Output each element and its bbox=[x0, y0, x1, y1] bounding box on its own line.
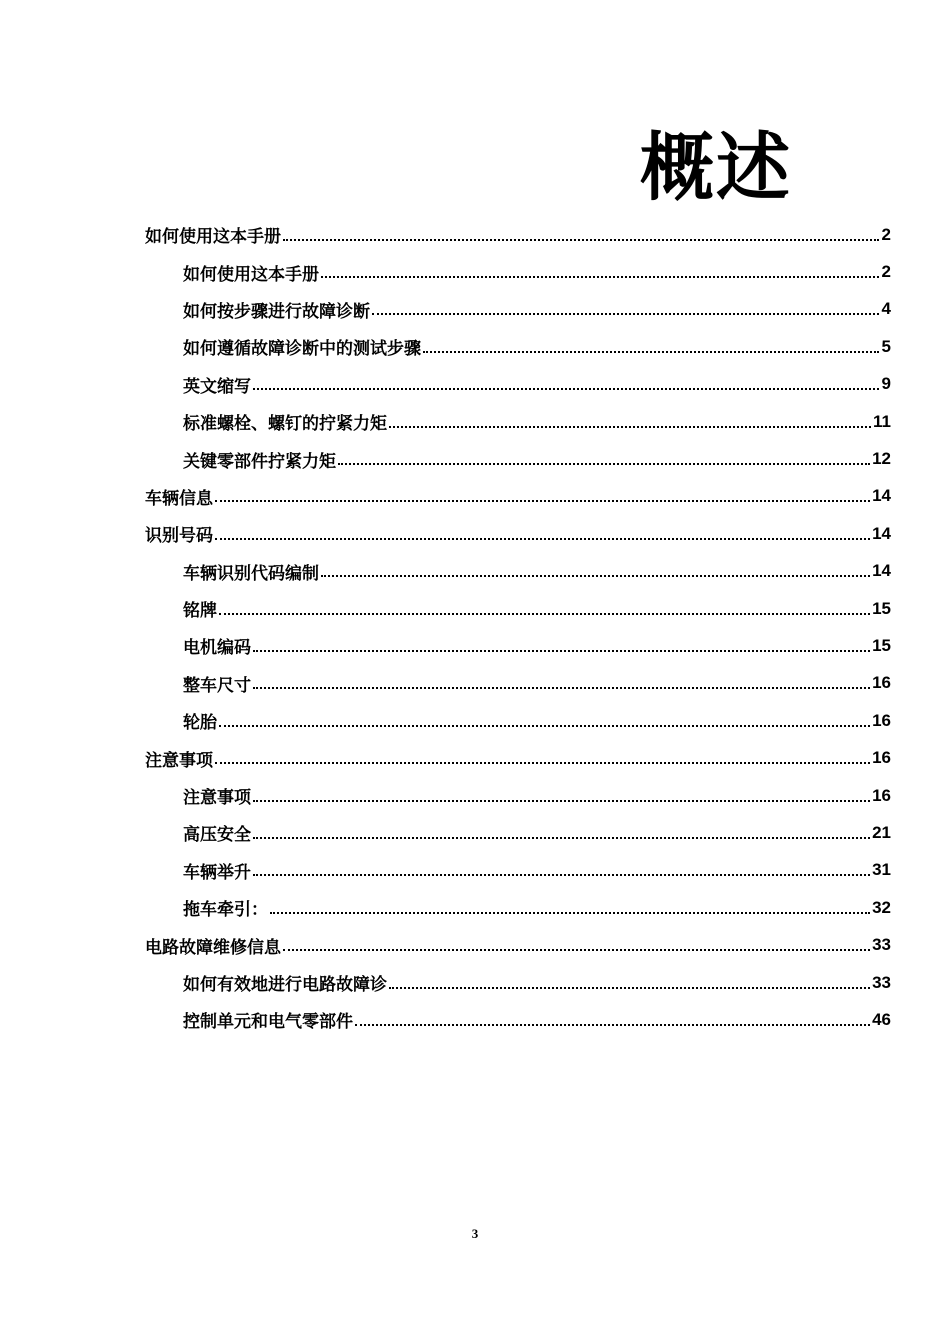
toc-entry-label: 注意事项 bbox=[183, 788, 251, 809]
toc-leader-dots bbox=[215, 762, 870, 764]
toc-leader-dots bbox=[253, 800, 870, 802]
toc-entry-label: 如何使用这本手册 bbox=[183, 264, 319, 285]
toc-entry-label: 识别号码 bbox=[145, 526, 213, 547]
toc-entry-label: 电路故障维修信息 bbox=[145, 937, 281, 958]
table-of-contents bbox=[145, 216, 891, 1039]
toc-entry-page: 12 bbox=[872, 449, 891, 469]
toc-entry-label: 车辆信息 bbox=[145, 488, 213, 509]
toc-subentry[interactable] bbox=[145, 665, 891, 702]
toc-entry-page: 31 bbox=[872, 860, 891, 880]
toc-entry[interactable] bbox=[145, 478, 891, 515]
toc-entry-page: 33 bbox=[872, 972, 891, 992]
toc-entry-page: 11 bbox=[873, 411, 891, 431]
toc-entry-page: 16 bbox=[872, 673, 891, 693]
toc-entry-page: 16 bbox=[872, 748, 891, 768]
toc-entry-label: 关键零部件拧紧力矩 bbox=[183, 451, 336, 472]
toc-subentry[interactable] bbox=[145, 328, 891, 365]
toc-leader-dots bbox=[253, 650, 870, 652]
toc-leader-dots bbox=[219, 613, 870, 615]
toc-entry-label: 车辆举升 bbox=[183, 862, 251, 883]
toc-leader-dots bbox=[253, 874, 870, 876]
toc-entry-label: 如何按步骤进行故障诊断 bbox=[183, 301, 370, 322]
toc-leader-dots bbox=[215, 500, 870, 502]
toc-entry-label: 英文缩写 bbox=[183, 376, 251, 397]
toc-leader-dots bbox=[389, 426, 871, 428]
toc-entry[interactable] bbox=[145, 216, 891, 253]
toc-entry-label: 如何遵循故障诊断中的测试步骤 bbox=[183, 339, 421, 360]
toc-entry-page: 9 bbox=[881, 374, 891, 394]
toc-subentry[interactable] bbox=[145, 403, 891, 440]
toc-leader-dots bbox=[355, 1024, 870, 1026]
toc-leader-dots bbox=[270, 912, 870, 914]
toc-subentry[interactable] bbox=[145, 889, 891, 926]
page-number: 3 bbox=[471, 1226, 479, 1241]
toc-entry-page: 33 bbox=[872, 935, 891, 955]
toc-entry-label: 轮胎 bbox=[183, 713, 217, 734]
toc-entry-page: 5 bbox=[881, 336, 891, 356]
toc-leader-dots bbox=[253, 837, 870, 839]
toc-entry-label: 车辆识别代码编制 bbox=[183, 563, 319, 584]
toc-entry-page: 2 bbox=[881, 224, 891, 244]
toc-entry-label: 控制单元和电气零部件 bbox=[183, 1012, 353, 1033]
toc-entry-page: 16 bbox=[872, 785, 891, 805]
toc-leader-dots bbox=[283, 239, 879, 241]
toc-entry-page: 2 bbox=[881, 262, 891, 282]
toc-entry[interactable] bbox=[145, 739, 891, 776]
toc-entry-label: 标准螺栓、螺钉的拧紧力矩 bbox=[183, 414, 387, 435]
toc-entry-page: 21 bbox=[872, 822, 891, 842]
toc-leader-dots bbox=[253, 687, 870, 689]
toc-entry-page: 14 bbox=[872, 561, 891, 581]
page-title: 概述 bbox=[640, 125, 792, 211]
toc-leader-dots bbox=[372, 313, 879, 315]
toc-entry-page: 14 bbox=[872, 486, 891, 506]
toc-entry-page: 32 bbox=[872, 897, 891, 917]
toc-entry-page: 14 bbox=[872, 523, 891, 543]
toc-subentry[interactable] bbox=[145, 440, 891, 477]
toc-subentry[interactable] bbox=[145, 590, 891, 627]
toc-entry-label: 如何使用这本手册 bbox=[145, 227, 281, 248]
toc-entry-label: 铭牌 bbox=[183, 601, 217, 622]
toc-subentry[interactable] bbox=[145, 627, 891, 664]
toc-leader-dots bbox=[215, 538, 870, 540]
toc-leader-dots bbox=[283, 949, 870, 951]
toc-leader-dots bbox=[338, 463, 870, 465]
toc-subentry[interactable] bbox=[145, 814, 891, 851]
toc-subentry[interactable] bbox=[145, 366, 891, 403]
toc-entry-label: 整车尺寸 bbox=[183, 675, 251, 696]
toc-leader-dots bbox=[389, 987, 870, 989]
toc-entry-page: 16 bbox=[872, 710, 891, 730]
toc-leader-dots bbox=[321, 276, 879, 278]
toc-entry-label: 如何有效地进行电路故障诊 bbox=[183, 975, 387, 995]
toc-entry-label: 注意事项 bbox=[145, 750, 213, 771]
toc-entry[interactable] bbox=[145, 926, 891, 963]
toc-leader-dots bbox=[253, 388, 879, 390]
toc-leader-dots bbox=[219, 725, 870, 727]
toc-subentry[interactable] bbox=[145, 964, 891, 1001]
toc-entry-page: 15 bbox=[872, 598, 891, 618]
toc-subentry[interactable] bbox=[145, 291, 891, 328]
toc-subentry[interactable] bbox=[145, 777, 891, 814]
toc-subentry[interactable] bbox=[145, 1001, 891, 1038]
toc-leader-dots bbox=[321, 575, 870, 577]
toc-subentry[interactable] bbox=[145, 253, 891, 290]
toc-entry-label: 拖车牵引： bbox=[183, 900, 268, 921]
toc-leader-dots bbox=[423, 351, 879, 353]
toc-subentry[interactable] bbox=[145, 852, 891, 889]
toc-entry[interactable] bbox=[145, 515, 891, 552]
toc-entry-page: 15 bbox=[872, 635, 891, 655]
toc-entry-label: 电机编码 bbox=[183, 638, 251, 659]
toc-entry-page: 4 bbox=[881, 299, 891, 319]
toc-entry-page: 46 bbox=[872, 1009, 891, 1029]
toc-entry-label: 高压安全 bbox=[183, 825, 251, 846]
toc-subentry[interactable] bbox=[145, 553, 891, 590]
toc-subentry[interactable] bbox=[145, 702, 891, 739]
